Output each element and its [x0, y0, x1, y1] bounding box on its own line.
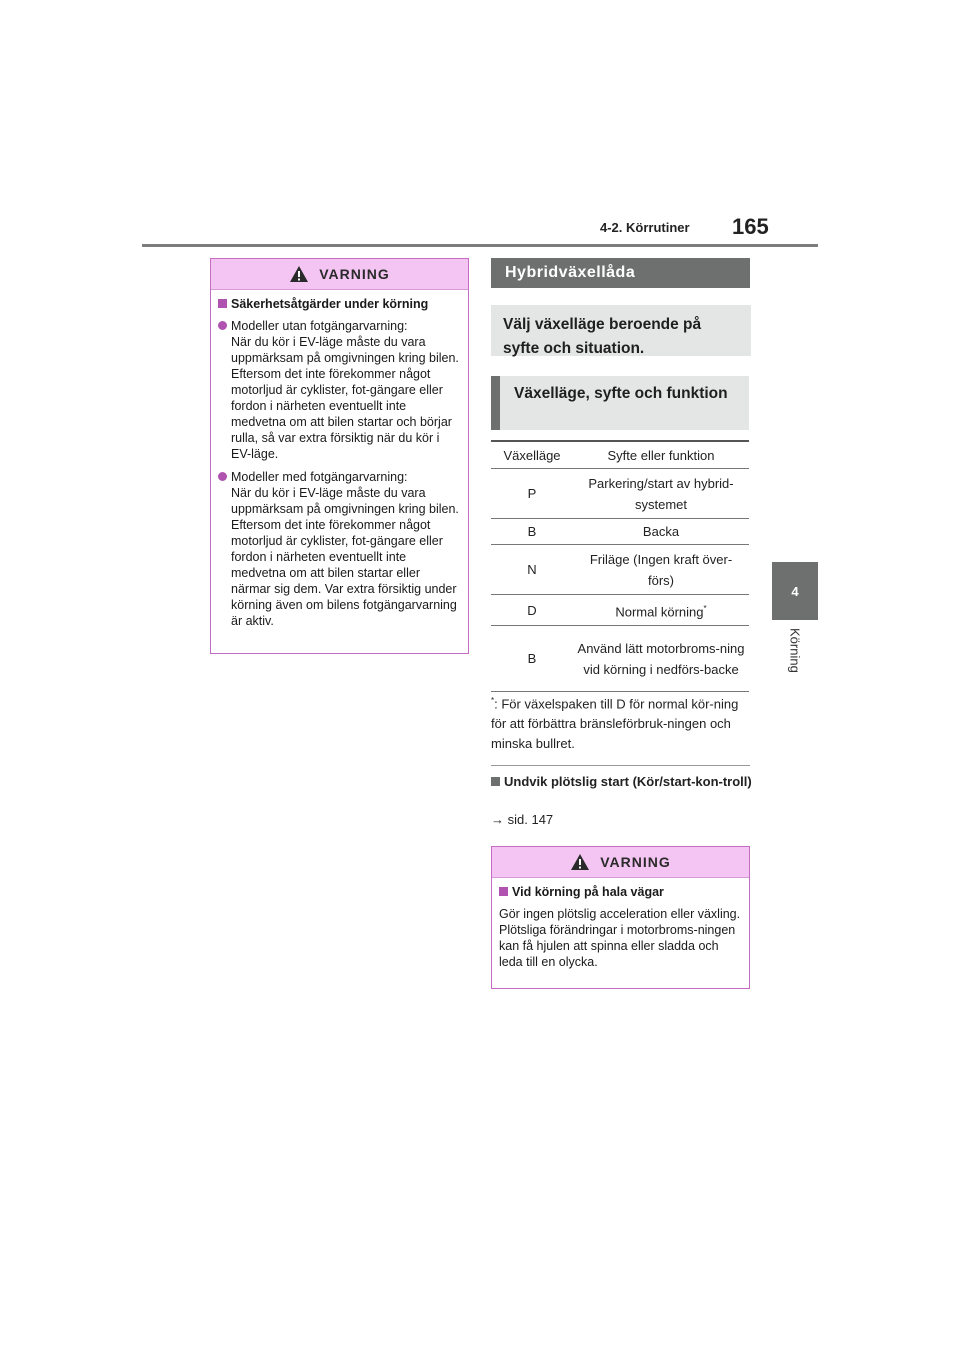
warning-header	[211, 259, 468, 290]
warning-item-lead: Modeller utan fotgängarvarning:	[231, 319, 408, 333]
circle-bullet-icon	[218, 321, 227, 330]
page-number: 165	[732, 214, 769, 239]
table-cell-function: Backa	[573, 519, 749, 545]
table-row	[491, 626, 749, 692]
footnote-marker: *	[491, 696, 495, 705]
intro-box: Välj växelläge beroende på syfte och situation.	[491, 305, 751, 356]
table-cell-position: N	[491, 545, 573, 595]
warning-paragraph: Plötsliga förändringar i motorbroms-ningen kan få hjulen att spinna eller sladda och leda till en olycka.	[499, 923, 736, 969]
gear-table	[491, 440, 749, 692]
table-cell-function	[573, 595, 749, 626]
square-bullet-icon	[499, 887, 508, 896]
table-row	[491, 469, 749, 519]
warning-box-right	[491, 846, 750, 989]
chapter-name: Körning	[787, 628, 803, 673]
divider	[491, 765, 750, 766]
page-reference[interactable]	[491, 812, 553, 827]
table-header-cell: Syfte eller funktion	[573, 441, 749, 469]
footnote-marker: *	[703, 603, 707, 613]
start-section-heading	[491, 774, 753, 790]
warning-body	[492, 878, 749, 978]
warning-triangle-icon	[289, 265, 309, 283]
sub-heading: Växelläge, syfte och funktion	[491, 376, 749, 430]
table-cell-function: Parkering/start av hybrid-systemet	[573, 469, 749, 519]
chapter-name-vertical	[760, 628, 830, 698]
warning-heading-text: Säkerhetsåtgärder under körning	[231, 297, 429, 311]
table-row	[491, 519, 749, 545]
main-heading: Hybridväxellåda	[491, 258, 750, 288]
table-header-row	[491, 441, 749, 469]
section-label: 4-2. Körrutiner	[600, 220, 690, 235]
table-cell-position: B	[491, 626, 573, 692]
warning-body	[211, 290, 468, 644]
warning-item	[218, 469, 461, 629]
start-section	[491, 774, 753, 790]
warning-box-left	[210, 258, 469, 654]
warning-title: VARNING	[600, 854, 671, 870]
table-cell-function: Friläge (Ingen kraft över-förs)	[573, 545, 749, 595]
start-section-heading-text: Undvik plötslig start (Kör/start-kon-troll)	[504, 774, 752, 789]
arrow-right-icon: →	[491, 812, 504, 827]
chapter-number: 4	[791, 583, 799, 599]
table-header-cell: Växelläge	[491, 441, 573, 469]
table-cell-position: B	[491, 519, 573, 545]
table-cell-position: D	[491, 595, 573, 626]
warning-item-lead: Modeller med fotgängarvarning:	[231, 470, 408, 484]
footnote	[491, 691, 753, 754]
warning-heading-text: Vid körning på hala vägar	[512, 885, 664, 899]
footnote-text: : För växelspaken till D för normal kör-ning för att förbättra bränsleförbruk-ningen och minska bullret.	[491, 696, 739, 752]
table-cell-position: P	[491, 469, 573, 519]
warning-paragraph: Gör ingen plötslig acceleration eller växling.	[499, 907, 741, 921]
warning-title: VARNING	[319, 266, 390, 282]
warning-triangle-icon	[570, 853, 590, 871]
table-cell-function: Använd lätt motorbroms-ning vid körning i nedförs-backe	[573, 626, 749, 692]
table-row	[491, 595, 749, 626]
warning-heading	[499, 884, 742, 900]
warning-heading	[218, 296, 461, 312]
square-bullet-icon	[218, 299, 227, 308]
page-reference-text: sid. 147	[507, 812, 554, 827]
square-bullet-icon	[491, 777, 500, 786]
warning-header	[492, 847, 749, 878]
table-row	[491, 545, 749, 595]
table-cell-function-text: Normal körning	[615, 604, 704, 620]
warning-item	[218, 318, 461, 462]
circle-bullet-icon	[218, 472, 227, 481]
chapter-tab[interactable]	[772, 562, 818, 620]
warning-item-text: När du kör i EV-läge måste du vara uppmärksam på omgivningen kring bilen. Eftersom det inte förekommer något motorljud är cyklister, fot-gängare eller fordon i närheten eventuellt inte medvetna om att bilen startar eller närmar sig dem. Var extra försiktig under körning även om bilens fotgängarvarning är aktiv.	[231, 486, 459, 628]
warning-item-text: När du kör i EV-läge måste du vara uppmärksam på omgivningen kring bilen. Eftersom det inte förekommer något motorljud är cyklister, fot-gängare eller fordon i närheten eventuellt inte medvetna om att bilen startar och börjar rulla, så var extra försiktig när du kör i EV-läge.	[231, 335, 459, 461]
header-divider	[142, 244, 818, 247]
